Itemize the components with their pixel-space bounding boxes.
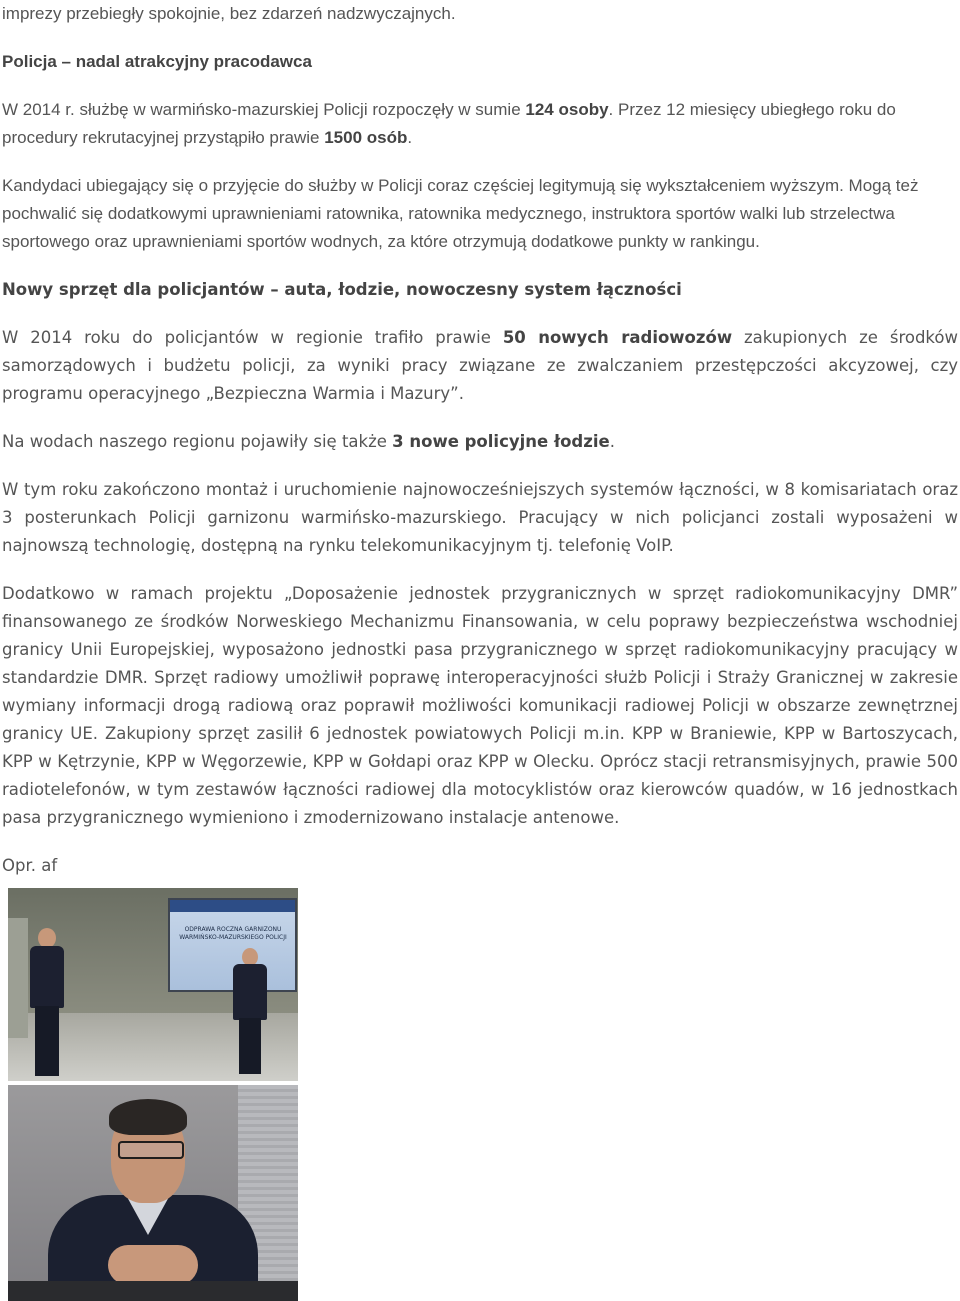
section-heading-employer: Policja – nadal atrakcyjny pracodawca — [2, 52, 312, 71]
count-boats: 3 nowe policyjne łodzie — [392, 432, 610, 451]
photo-speaker-portrait[interactable] — [8, 1085, 298, 1301]
section-heading-equipment: Nowy sprzęt dla policjantów – auta, łodzie, nowoczesny system łączności — [2, 280, 682, 299]
paragraph-candidates: Kandydaci ubiegający się o przyjęcie do służby w Policji coraz częściej legitymują się wykształceniem wyższym. Mogą też pochwalić się dodatkowymi uprawnieniami ratownika, ratownika medycznego, instruktora sportów walki lub strzelectwa sportowego oraz uprawnieniami sportów wodnych, za które otrzymują dodatkowe punkty w rankingu. — [2, 176, 919, 251]
paragraph-vehicles: W 2014 roku do policjantów w regionie trafiło prawie 50 nowych radiowozów zakupionych ze środków samorządowych i budżetu policji, za wyniki pracy związane ze zwalczaniem przestępczości akcyzowej, czy programu operacyjnego „Bezpieczna Warmia i Mazury”. — [2, 328, 958, 403]
photo-gallery — [8, 888, 300, 1301]
laptop-edge — [8, 1281, 298, 1301]
officer-speaker — [233, 948, 267, 1074]
speaker-hair — [109, 1099, 187, 1135]
count-vehicles: 50 nowych radiowozów — [502, 328, 733, 347]
signature: Opr. af — [2, 856, 58, 875]
speaker-glasses — [118, 1141, 184, 1159]
count-new-officers: 124 osoby — [525, 100, 609, 119]
paragraph-recruitment: W 2014 r. służbę w warmińsko-mazurskiej Policji rozpoczęły w sumie 124 osoby. Przez 12 miesięcy ubiegłego roku do procedury rekrutacyjnej przystąpiło prawie 1500 osób. — [2, 100, 896, 147]
screen-header-bar — [170, 900, 295, 912]
paragraph-boats: Na wodach naszego regionu pojawiły się także 3 nowe policyjne łodzie. — [2, 432, 615, 451]
speaker-hands — [108, 1245, 198, 1285]
count-candidates: 1500 osób — [324, 128, 408, 147]
photo-briefing-room[interactable] — [8, 888, 298, 1081]
paragraph-dmr-project: Dodatkowo w ramach projektu „Doposażenie jednostek przygranicznych w sprzęt radiokomunikacyjny DMR” finansowanego ze środków Norweskiego Mechanizmu Finansowania, w celu poprawy bezpieczeństwa wschodniej granicy Unii Europejskiej, wyposażono jednostki pasa przygranicznego w sprzęt radiokomunikacyjny pracujący w standardzie DMR. Sprzęt radiowy umożliwił poprawę interoperacyjności służb Policji i Straży Granicznej w zakresie wymiany informacji drogą radiową oraz poprawił możliwości komunikacji radiowej Policji w obszarze zewnętrznej granicy UE. Zakupiony sprzęt zasilił 6 jednostek powiatowych Policji m.in. KPP w Braniewie, KPP w Bartoszycach, KPP w Kętrzynie, KPP w Węgorzewie, KPP w Gołdapi oraz KPP w Olecku. Oprócz stacji retransmisyjnych, prawie 500 radiotelefonów, w tym zestawów łączności radiowej dla motocyklistów oraz kierowców quadów, w 16 jednostkach pasa przygranicznego wymieniono i zmodernizowano instalacje antenowe. — [2, 584, 958, 827]
intro-line: imprezy przebiegły spokojnie, bez zdarzeń nadzwyczajnych. — [2, 4, 456, 23]
photo-door-panel — [8, 918, 28, 1038]
screen-title: ODPRAWA ROCZNA GARNIZONU WARMIŃSKO-MAZURSKIEGO POLICJI — [179, 926, 287, 941]
paragraph-communications: W tym roku zakończono montaż i uruchomienie najnowocześniejszych systemów łączności, w 8 komisariatach oraz 3 posterunkach Policji garnizonu warmińsko-mazurskiego. Pracujący w nich policjanci zostali wyposażeni w najnowszą technologię, dostępną na rynku telekomunikacyjnym tj. telefonię VoIP. — [2, 480, 958, 555]
officer-left — [30, 928, 64, 1078]
